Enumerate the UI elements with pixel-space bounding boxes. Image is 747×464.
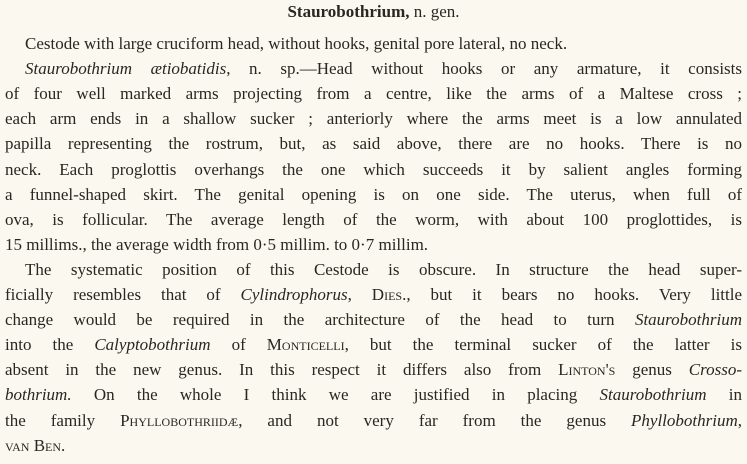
text-run: the family	[5, 410, 121, 430]
italic-term: Calyptobothrium	[94, 335, 211, 355]
italic-term: Cylindrophorus	[240, 285, 348, 304]
text-run: neck. Each proglottis overhangs the one which succeeds it by salient angles forming	[5, 159, 742, 179]
text-run: 15 millims., the average width from 0·5 millim. to 0·7 millim.	[5, 234, 429, 254]
text-line	[5, 384, 742, 406]
small-caps-name: van Ben.	[5, 435, 66, 455]
text-run: ova, is follicular. The average length of the worm, with about 100 proglottides, is	[5, 209, 742, 229]
text-run: a funnel-shaped skirt. The genital opening is on one side. The uterus, when full of	[5, 184, 742, 204]
italic-term: Staurobothrium	[599, 385, 707, 405]
small-caps-name: Dies.	[371, 285, 407, 304]
text-run: of	[210, 335, 267, 355]
italic-term: Staurobothrium	[634, 310, 742, 330]
text-run: into the	[5, 335, 95, 355]
text-run: of four well marked arms projecting from a centre, like the arms of a Maltese cross ;	[5, 84, 742, 104]
text-run: , but the terminal sucker of the latter is	[344, 335, 742, 355]
italic-term: Crosso-	[688, 360, 742, 380]
text-line	[5, 184, 742, 206]
text-line	[5, 159, 742, 181]
text-line	[5, 133, 742, 155]
text-line	[5, 209, 742, 231]
text-line	[5, 359, 742, 381]
text-run: , but it bears no hooks. Very little	[406, 285, 742, 304]
text-line	[5, 435, 742, 457]
italic-term: Staurobothrium ætiobatidis	[25, 59, 227, 79]
text-run: in	[706, 385, 742, 405]
text-run: The systematic position of this Cestode is obscure. In structure the head super-	[25, 259, 742, 279]
text-line	[25, 58, 742, 80]
text-run: ,	[737, 410, 742, 430]
text-run: papilla representing the rostrum, but, as said above, there are no hooks. There is no	[5, 134, 742, 154]
text-line	[25, 33, 742, 55]
text-run: change would be required in the architecture of the head to turn	[5, 310, 635, 330]
text-line	[5, 410, 742, 432]
text-run: each arm ends in a shallow sucker ; anteriorly where the arms meet is a low annulated	[5, 109, 742, 129]
text-line	[5, 334, 742, 356]
text-line	[5, 108, 742, 130]
text-run: ficially resembles that of	[5, 285, 241, 304]
section-heading	[0, 2, 747, 22]
genus-name: Staurobothrium,	[287, 2, 410, 21]
text-line	[5, 83, 742, 105]
small-caps-name: Phyllobothriidæ	[120, 410, 239, 430]
small-caps-name: Linton's	[558, 360, 616, 380]
italic-term: Phyllobothrium	[631, 410, 738, 430]
italic-term: bothrium.	[5, 385, 72, 405]
text-line	[5, 234, 742, 256]
text-run: On the whole I think we are justified in placing	[71, 385, 600, 405]
text-line	[5, 284, 742, 306]
text-run: absent in the new genus. In this respect it differs also from	[5, 360, 559, 380]
text-run: Cestode with large cruciform head, without hooks, genital pore lateral, no neck.	[25, 34, 568, 53]
text-line	[25, 259, 742, 281]
small-caps-name: Monticelli	[266, 335, 345, 355]
text-run: ,	[347, 285, 372, 304]
text-run: genus	[615, 360, 689, 380]
text-line	[5, 309, 742, 331]
text-run: , and not very far from the genus	[238, 410, 632, 430]
text-run: , n. sp.—Head without hooks or any armature, it consists	[226, 59, 742, 79]
genus-suffix: n. gen.	[409, 2, 460, 21]
